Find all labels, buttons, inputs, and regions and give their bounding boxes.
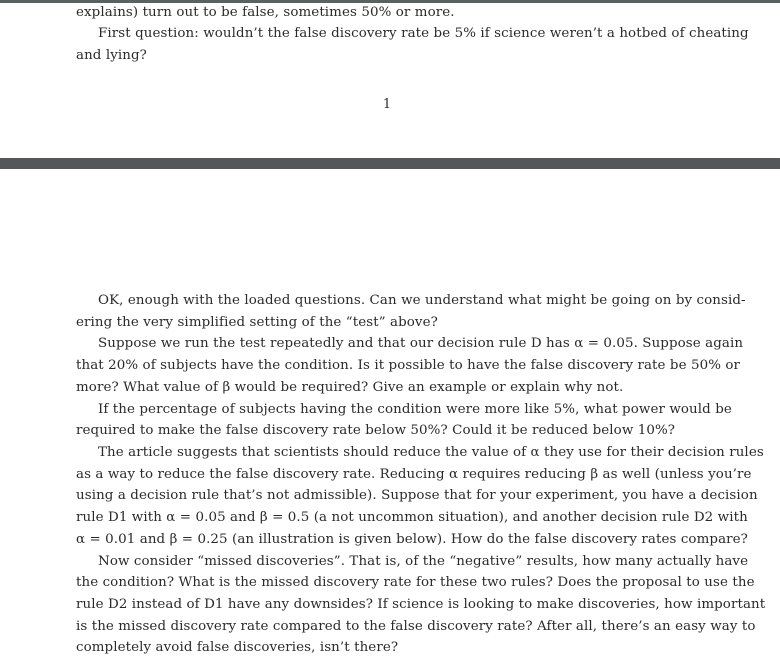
document-page-1 bbox=[0, 3, 780, 158]
document-page-2 bbox=[0, 169, 780, 670]
paragraph-line: rule D2 instead of D1 have any downsides? If science is looking to make discoveries, how important bbox=[76, 597, 766, 612]
paragraph-line: The article suggests that scientists should reduce the value of α they use for their decision rules bbox=[98, 445, 764, 460]
paragraph-line: is the missed discovery rate compared to the false discovery rate? After all, there’s an easy way to bbox=[76, 619, 756, 634]
paragraph-line: the condition? What is the missed discovery rate for these two rules? Does the proposal to use the bbox=[76, 575, 755, 590]
paragraph-line: α = 0.01 and β = 0.25 (an illustration is given below). How do the false discovery rates compare? bbox=[76, 532, 748, 547]
paragraph-line: ering the very simplified setting of the “test” above? bbox=[76, 315, 438, 330]
page-separator bbox=[0, 158, 780, 169]
paragraph-line: Suppose we run the test repeatedly and that our decision rule D has α = 0.05. Suppose again bbox=[98, 336, 744, 351]
paragraph-line: explains) turn out to be false, sometimes 50% or more. bbox=[76, 5, 455, 20]
paragraph-line: and lying? bbox=[76, 48, 147, 63]
paragraph-line: OK, enough with the loaded questions. Can we understand what might be going on by consid- bbox=[98, 293, 746, 308]
paragraph-line: First question: wouldn’t the false discovery rate be 5% if science weren’t a hotbed of cheating bbox=[98, 26, 749, 41]
paragraph-line: that 20% of subjects have the condition. Is it possible to have the false discovery rate be 50% or bbox=[76, 358, 741, 373]
paragraph-line: using a decision rule that’s not admissible). Suppose that for your experiment, you have a decision bbox=[76, 488, 758, 503]
page-number: 1 bbox=[382, 97, 392, 112]
paragraph-line: as a way to reduce the false discovery rate. Reducing α requires reducing β as well (unless you’re bbox=[76, 467, 752, 482]
paragraph-line: completely avoid false discoveries, isn’t there? bbox=[76, 640, 399, 655]
paragraph-line: more? What value of β would be required? Give an example or explain why not. bbox=[76, 380, 624, 395]
paragraph-line: If the percentage of subjects having the condition were more like 5%, what power would be bbox=[98, 402, 732, 417]
paragraph-line: rule D1 with α = 0.05 and β = 0.5 (a not uncommon situation), and another decision rule D2 with bbox=[76, 510, 748, 525]
paragraph-line: required to make the false discovery rate below 50%? Could it be reduced below 10%? bbox=[76, 423, 676, 438]
paragraph-line: Now consider “missed discoveries”. That is, of the “negative” results, how many actually have bbox=[98, 554, 749, 569]
